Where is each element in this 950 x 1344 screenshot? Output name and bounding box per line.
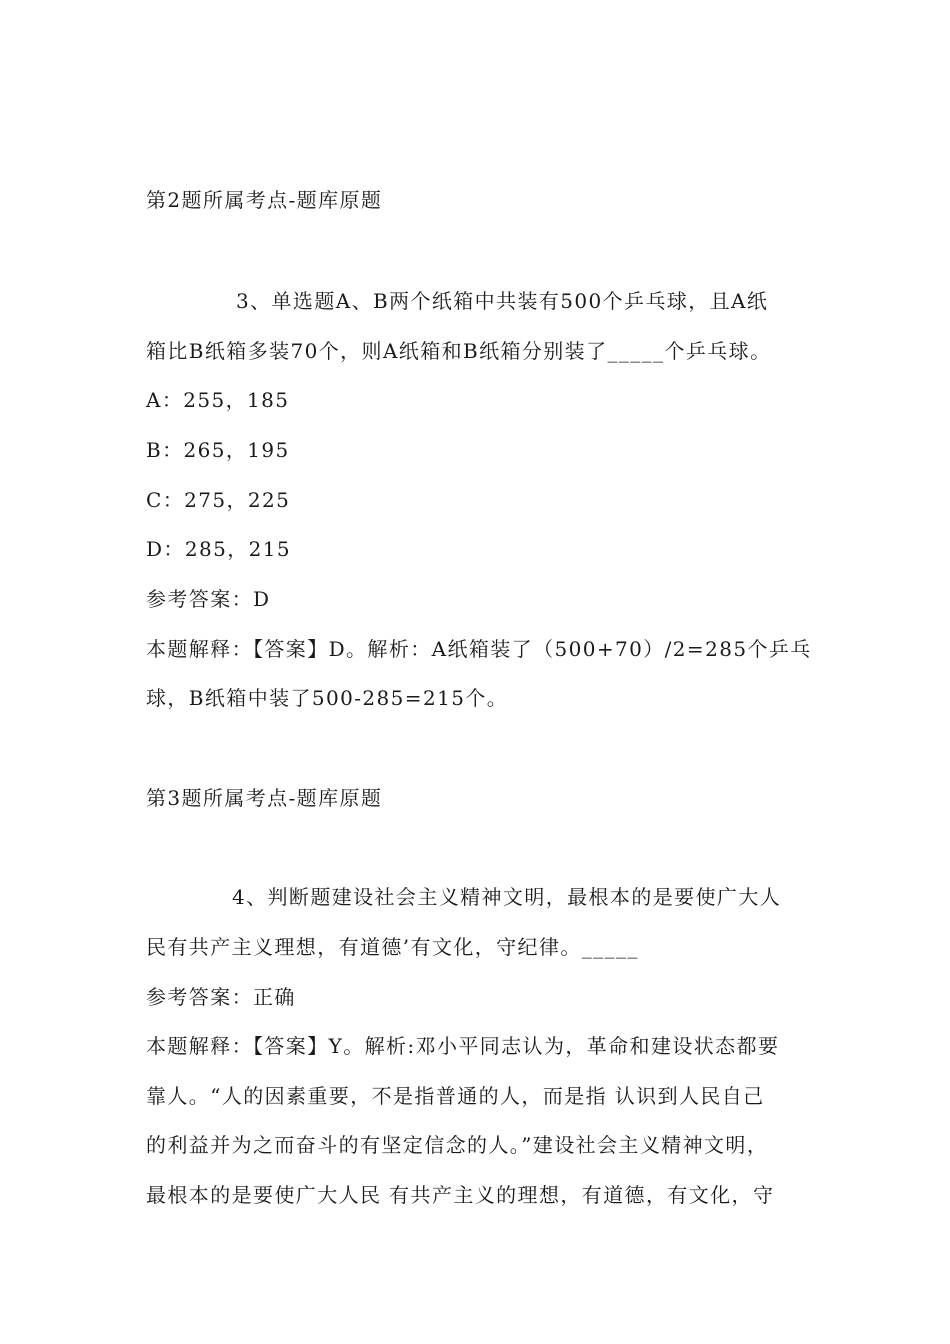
q3-stem-line2: 箱比B纸箱多装70个，则A纸箱和B纸箱分别装了_____个乒乓球。 [146, 339, 772, 363]
q3-stem-line1: 3、单选题A、B两个纸箱中共装有500个乒乓球，且A纸 [236, 289, 769, 313]
q3-option-d: D：285，215 [146, 537, 291, 561]
q4-explanation-line2: 靠人。“人的因素重要，不是指普通的人，而是指 认识到人民自己 [146, 1084, 765, 1108]
q3-topic-line: 第3题所属考点-题库原题 [146, 786, 383, 810]
q4-explanation-line1: 本题解释：【答案】Y。解析:邓小平同志认为，革命和建设状态都要 [146, 1034, 780, 1058]
q4-explanation-line4: 最根本的是要使广大人民 有共产主义的理想，有道德，有文化，守 [146, 1183, 775, 1207]
q3-explanation-line1: 本题解释：【答案】D。解析：A纸箱装了（500+70）/2=285个乒乓 [146, 637, 812, 661]
q4-stem-line1: 4、判断题建设社会主义精神文明，最根本的是要使广大人 [232, 885, 782, 909]
q4-stem-line2: 民有共产主义理想，有道德’有文化，守纪律。_____ [146, 935, 639, 959]
q3-answer: 参考答案：D [146, 587, 271, 611]
q4-answer: 参考答案：正确 [146, 985, 296, 1009]
q3-explanation-line2: 球，B纸箱中装了500-285=215个。 [146, 686, 509, 710]
q3-option-b: B：265，195 [146, 438, 290, 462]
q3-option-c: C：275，225 [146, 488, 291, 512]
q3-option-a: A：255，185 [146, 388, 290, 412]
q2-topic-line: 第2题所属考点-题库原题 [146, 188, 383, 212]
q4-explanation-line3: 的利益并为之而奋斗的有坚定信念的人。”建设社会主义精神文明， [146, 1133, 769, 1157]
